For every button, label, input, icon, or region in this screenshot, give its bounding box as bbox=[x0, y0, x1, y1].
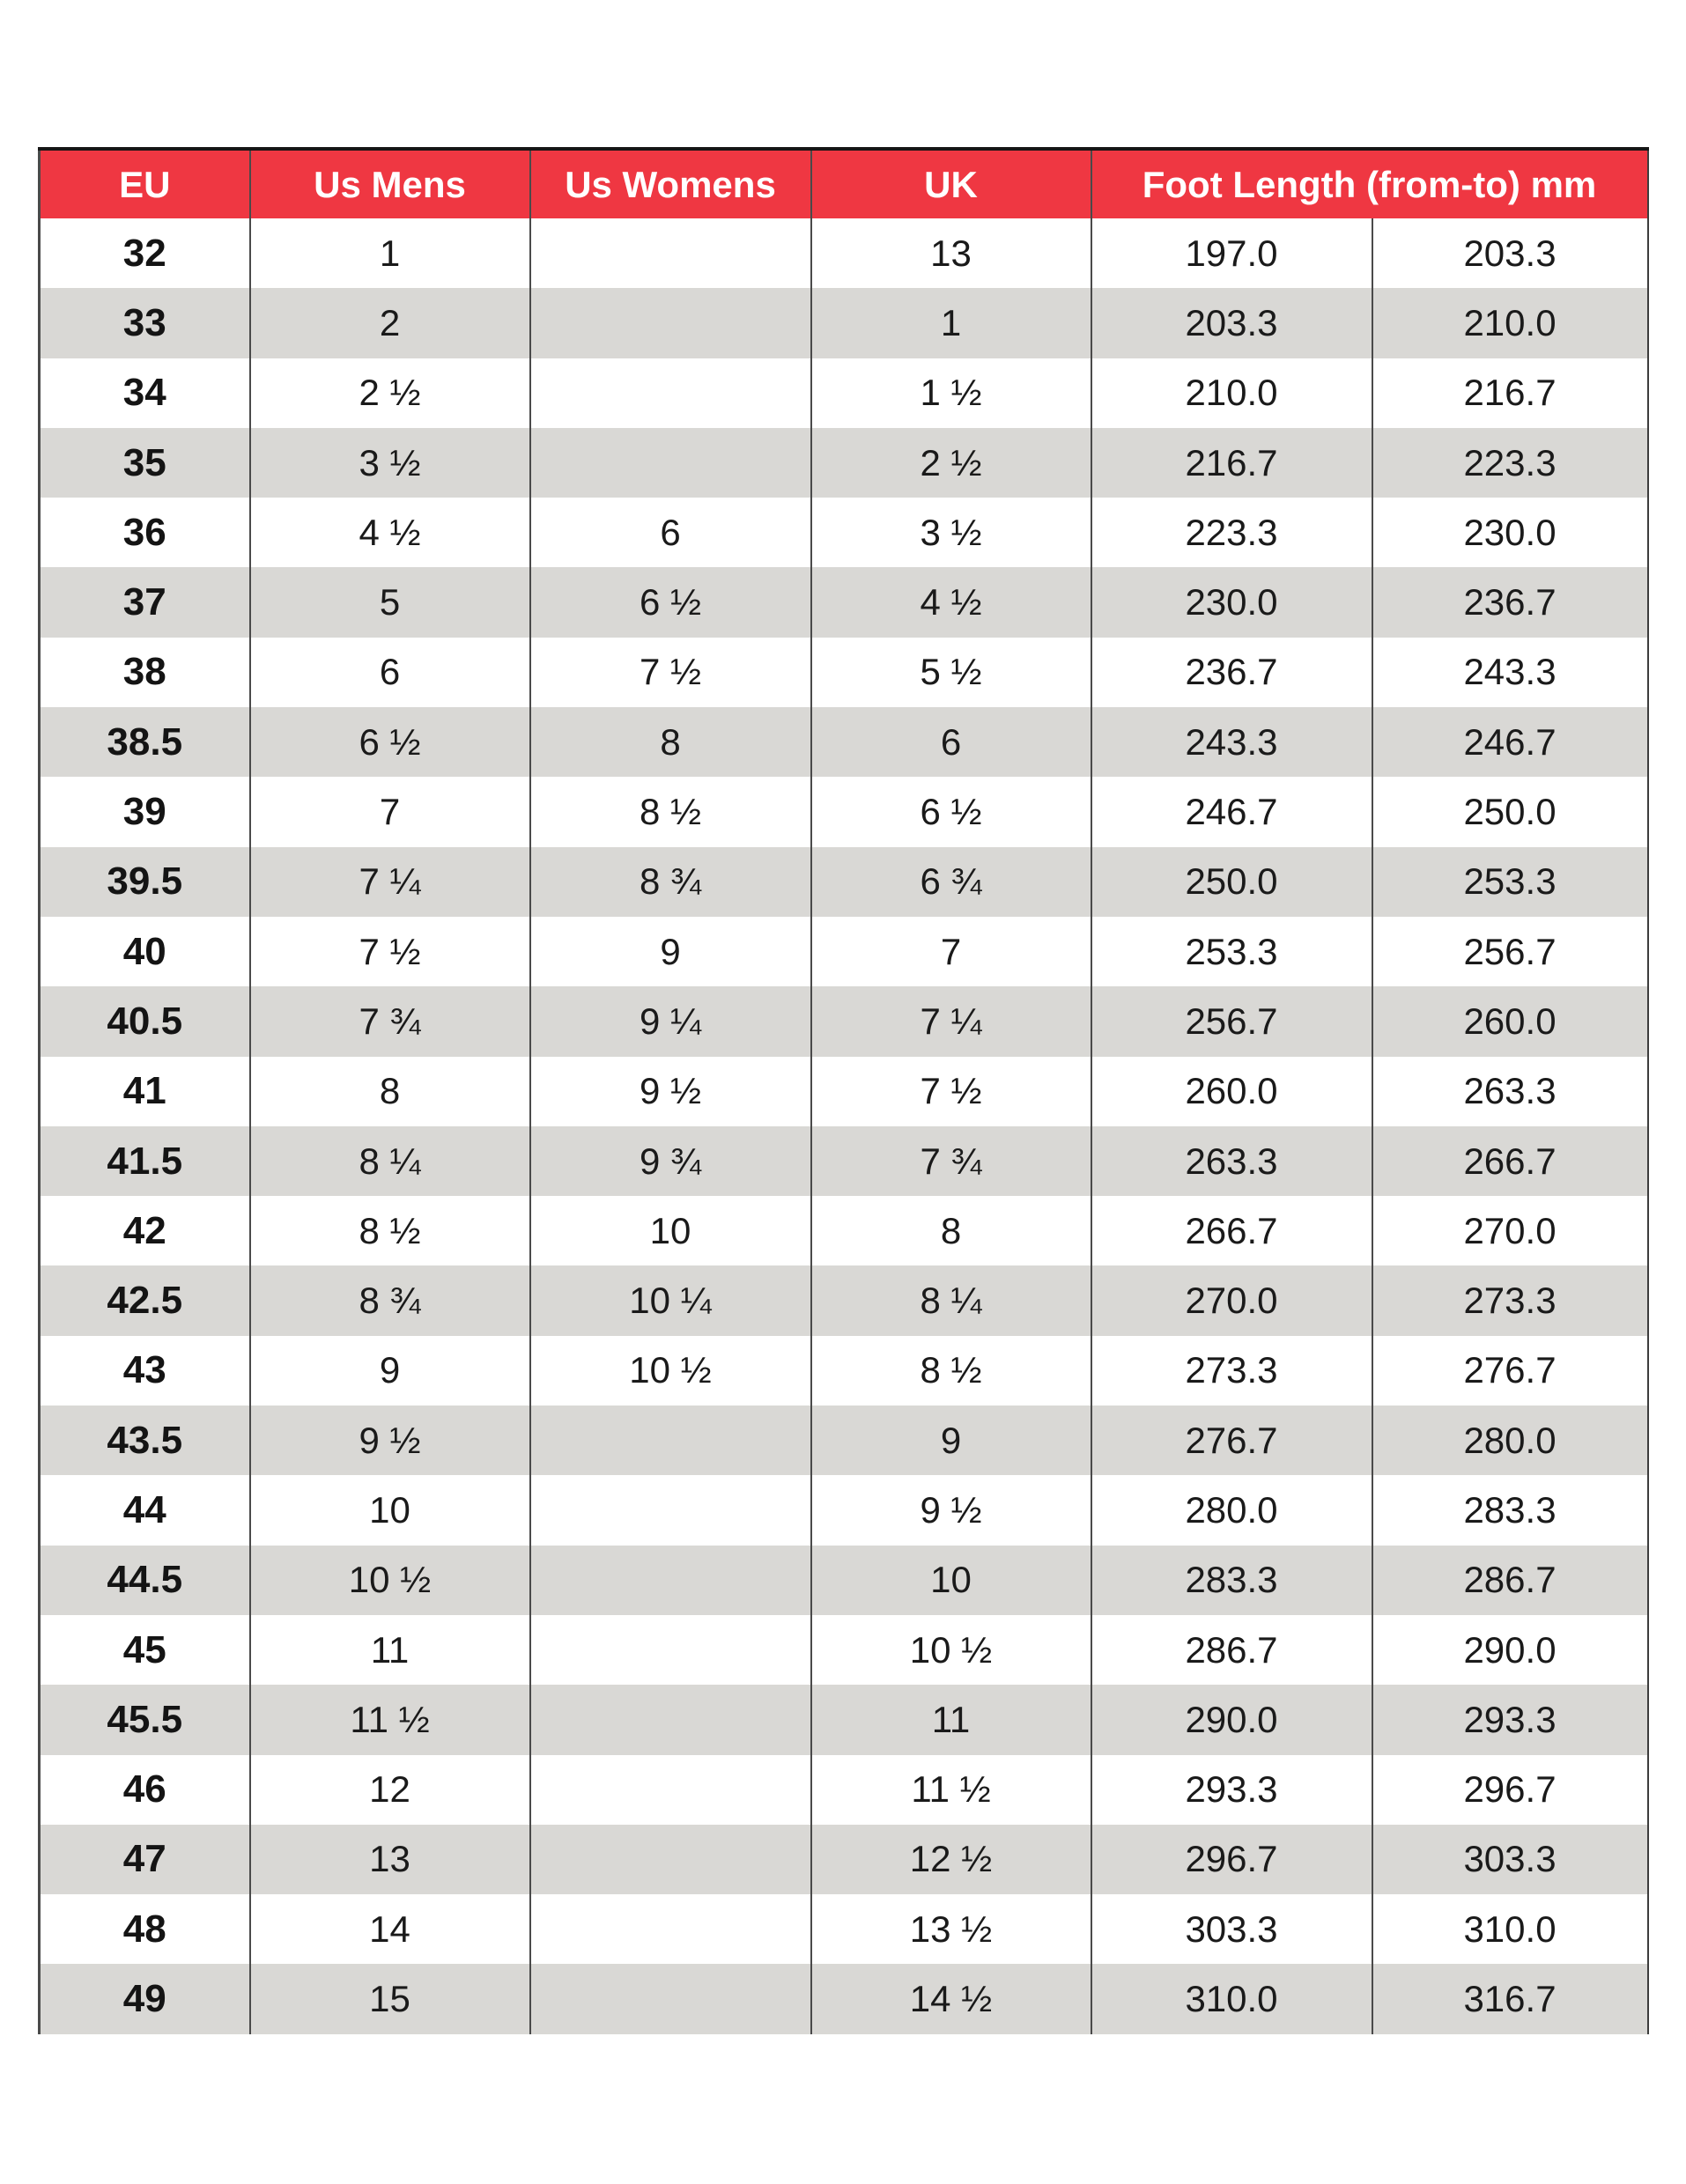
cell-us-womens bbox=[530, 218, 811, 288]
cell-foot-to: 260.0 bbox=[1372, 986, 1648, 1056]
cell-us-womens bbox=[530, 1406, 811, 1475]
cell-foot-to: 253.3 bbox=[1372, 847, 1648, 917]
cell-eu: 40.5 bbox=[40, 986, 250, 1056]
cell-us-mens: 6 bbox=[250, 638, 530, 707]
cell-foot-to: 256.7 bbox=[1372, 917, 1648, 986]
cell-us-mens: 9 ½ bbox=[250, 1406, 530, 1475]
cell-us-womens bbox=[530, 428, 811, 498]
cell-eu: 39 bbox=[40, 777, 250, 846]
cell-foot-from: 210.0 bbox=[1091, 358, 1372, 428]
cell-foot-to: 243.3 bbox=[1372, 638, 1648, 707]
cell-us-womens: 10 bbox=[530, 1196, 811, 1265]
cell-eu: 48 bbox=[40, 1894, 250, 1964]
cell-eu: 38 bbox=[40, 638, 250, 707]
table-row bbox=[40, 707, 1648, 777]
cell-foot-to: 263.3 bbox=[1372, 1057, 1648, 1126]
table-row bbox=[40, 1265, 1648, 1335]
cell-eu: 40 bbox=[40, 917, 250, 986]
cell-us-womens bbox=[530, 288, 811, 358]
cell-eu: 45.5 bbox=[40, 1685, 250, 1754]
cell-us-womens: 8 ½ bbox=[530, 777, 811, 846]
table-row bbox=[40, 218, 1648, 288]
cell-foot-from: 273.3 bbox=[1091, 1336, 1372, 1406]
cell-foot-to: 250.0 bbox=[1372, 777, 1648, 846]
cell-us-mens: 3 ½ bbox=[250, 428, 530, 498]
cell-uk: 13 ½ bbox=[811, 1894, 1091, 1964]
cell-foot-to: 316.7 bbox=[1372, 1964, 1648, 2033]
table-row bbox=[40, 1196, 1648, 1265]
cell-foot-from: 236.7 bbox=[1091, 638, 1372, 707]
cell-us-mens: 12 bbox=[250, 1755, 530, 1825]
cell-us-womens: 6 ½ bbox=[530, 567, 811, 637]
table-row bbox=[40, 1126, 1648, 1196]
cell-uk: 7 ¾ bbox=[811, 1126, 1091, 1196]
cell-foot-from: 243.3 bbox=[1091, 707, 1372, 777]
cell-foot-to: 216.7 bbox=[1372, 358, 1648, 428]
cell-foot-from: 280.0 bbox=[1091, 1475, 1372, 1545]
table-row bbox=[40, 567, 1648, 637]
cell-foot-from: 260.0 bbox=[1091, 1057, 1372, 1126]
cell-us-mens: 7 ¾ bbox=[250, 986, 530, 1056]
table-row bbox=[40, 1964, 1648, 2033]
cell-foot-to: 280.0 bbox=[1372, 1406, 1648, 1475]
shoe-size-conversion-table bbox=[38, 147, 1649, 2034]
table-row bbox=[40, 847, 1648, 917]
cell-us-womens: 8 ¾ bbox=[530, 847, 811, 917]
cell-eu: 36 bbox=[40, 498, 250, 567]
table-row bbox=[40, 1894, 1648, 1964]
cell-uk: 9 bbox=[811, 1406, 1091, 1475]
table-row bbox=[40, 1475, 1648, 1545]
cell-uk: 2 ½ bbox=[811, 428, 1091, 498]
cell-eu: 44.5 bbox=[40, 1546, 250, 1615]
cell-us-mens: 1 bbox=[250, 218, 530, 288]
cell-us-womens bbox=[530, 1964, 811, 2033]
table-row bbox=[40, 638, 1648, 707]
cell-us-mens: 11 ½ bbox=[250, 1685, 530, 1754]
table-row bbox=[40, 986, 1648, 1056]
cell-eu: 33 bbox=[40, 288, 250, 358]
col-header-us-womens: Us Womens bbox=[530, 149, 811, 218]
cell-uk: 4 ½ bbox=[811, 567, 1091, 637]
cell-uk: 10 bbox=[811, 1546, 1091, 1615]
cell-foot-to: 296.7 bbox=[1372, 1755, 1648, 1825]
cell-foot-to: 270.0 bbox=[1372, 1196, 1648, 1265]
cell-eu: 32 bbox=[40, 218, 250, 288]
cell-us-mens: 13 bbox=[250, 1825, 530, 1894]
cell-uk: 7 ½ bbox=[811, 1057, 1091, 1126]
cell-foot-to: 266.7 bbox=[1372, 1126, 1648, 1196]
cell-uk: 14 ½ bbox=[811, 1964, 1091, 2033]
cell-us-mens: 11 bbox=[250, 1615, 530, 1685]
cell-uk: 7 bbox=[811, 917, 1091, 986]
col-header-uk: UK bbox=[811, 149, 1091, 218]
cell-eu: 49 bbox=[40, 1964, 250, 2033]
table-row bbox=[40, 917, 1648, 986]
cell-us-womens bbox=[530, 358, 811, 428]
table-body bbox=[40, 218, 1648, 2034]
cell-uk: 7 ¼ bbox=[811, 986, 1091, 1056]
cell-uk: 11 bbox=[811, 1685, 1091, 1754]
cell-eu: 34 bbox=[40, 358, 250, 428]
cell-uk: 3 ½ bbox=[811, 498, 1091, 567]
cell-eu: 47 bbox=[40, 1825, 250, 1894]
cell-foot-from: 203.3 bbox=[1091, 288, 1372, 358]
cell-foot-from: 283.3 bbox=[1091, 1546, 1372, 1615]
cell-us-womens: 10 ¼ bbox=[530, 1265, 811, 1335]
cell-uk: 13 bbox=[811, 218, 1091, 288]
cell-foot-from: 197.0 bbox=[1091, 218, 1372, 288]
cell-uk: 6 ½ bbox=[811, 777, 1091, 846]
cell-us-mens: 8 ¼ bbox=[250, 1126, 530, 1196]
table-row bbox=[40, 288, 1648, 358]
cell-eu: 41.5 bbox=[40, 1126, 250, 1196]
cell-foot-from: 296.7 bbox=[1091, 1825, 1372, 1894]
cell-foot-to: 276.7 bbox=[1372, 1336, 1648, 1406]
cell-us-mens: 8 bbox=[250, 1057, 530, 1126]
cell-uk: 11 ½ bbox=[811, 1755, 1091, 1825]
cell-foot-from: 246.7 bbox=[1091, 777, 1372, 846]
cell-us-mens: 2 bbox=[250, 288, 530, 358]
cell-us-mens: 7 ¼ bbox=[250, 847, 530, 917]
cell-us-womens: 9 ¾ bbox=[530, 1126, 811, 1196]
cell-eu: 37 bbox=[40, 567, 250, 637]
cell-foot-from: 216.7 bbox=[1091, 428, 1372, 498]
table-row bbox=[40, 1057, 1648, 1126]
cell-us-mens: 15 bbox=[250, 1964, 530, 2033]
cell-us-womens bbox=[530, 1475, 811, 1545]
cell-foot-from: 310.0 bbox=[1091, 1964, 1372, 2033]
cell-us-mens: 14 bbox=[250, 1894, 530, 1964]
cell-us-womens bbox=[530, 1755, 811, 1825]
col-header-eu: EU bbox=[40, 149, 250, 218]
cell-uk: 1 bbox=[811, 288, 1091, 358]
cell-us-mens: 10 ½ bbox=[250, 1546, 530, 1615]
cell-us-mens: 10 bbox=[250, 1475, 530, 1545]
cell-us-womens bbox=[530, 1894, 811, 1964]
cell-us-womens: 9 ¼ bbox=[530, 986, 811, 1056]
table-row bbox=[40, 1615, 1648, 1685]
cell-foot-from: 286.7 bbox=[1091, 1615, 1372, 1685]
cell-foot-to: 236.7 bbox=[1372, 567, 1648, 637]
cell-eu: 38.5 bbox=[40, 707, 250, 777]
cell-foot-from: 266.7 bbox=[1091, 1196, 1372, 1265]
cell-foot-from: 263.3 bbox=[1091, 1126, 1372, 1196]
cell-foot-from: 230.0 bbox=[1091, 567, 1372, 637]
cell-eu: 43.5 bbox=[40, 1406, 250, 1475]
cell-us-womens: 9 bbox=[530, 917, 811, 986]
cell-us-mens: 7 ½ bbox=[250, 917, 530, 986]
table-row bbox=[40, 1685, 1648, 1754]
cell-us-mens: 4 ½ bbox=[250, 498, 530, 567]
cell-uk: 10 ½ bbox=[811, 1615, 1091, 1685]
cell-foot-to: 303.3 bbox=[1372, 1825, 1648, 1894]
cell-uk: 8 bbox=[811, 1196, 1091, 1265]
cell-us-mens: 5 bbox=[250, 567, 530, 637]
cell-us-womens bbox=[530, 1825, 811, 1894]
col-header-foot-length: Foot Length (from-to) mm bbox=[1091, 149, 1648, 218]
cell-us-womens bbox=[530, 1685, 811, 1754]
cell-foot-from: 256.7 bbox=[1091, 986, 1372, 1056]
cell-uk: 9 ½ bbox=[811, 1475, 1091, 1545]
cell-us-womens bbox=[530, 1546, 811, 1615]
cell-us-mens: 9 bbox=[250, 1336, 530, 1406]
cell-us-womens: 9 ½ bbox=[530, 1057, 811, 1126]
cell-foot-from: 276.7 bbox=[1091, 1406, 1372, 1475]
cell-uk: 6 ¾ bbox=[811, 847, 1091, 917]
cell-us-womens: 6 bbox=[530, 498, 811, 567]
cell-eu: 44 bbox=[40, 1475, 250, 1545]
cell-us-womens: 8 bbox=[530, 707, 811, 777]
cell-foot-from: 293.3 bbox=[1091, 1755, 1372, 1825]
cell-foot-to: 230.0 bbox=[1372, 498, 1648, 567]
cell-foot-from: 270.0 bbox=[1091, 1265, 1372, 1335]
table-row bbox=[40, 1406, 1648, 1475]
cell-eu: 39.5 bbox=[40, 847, 250, 917]
cell-uk: 8 ¼ bbox=[811, 1265, 1091, 1335]
cell-foot-to: 286.7 bbox=[1372, 1546, 1648, 1615]
cell-foot-from: 250.0 bbox=[1091, 847, 1372, 917]
table-row bbox=[40, 777, 1648, 846]
table-header bbox=[40, 149, 1648, 218]
cell-uk: 6 bbox=[811, 707, 1091, 777]
cell-foot-to: 203.3 bbox=[1372, 218, 1648, 288]
cell-us-mens: 8 ¾ bbox=[250, 1265, 530, 1335]
cell-eu: 41 bbox=[40, 1057, 250, 1126]
cell-eu: 43 bbox=[40, 1336, 250, 1406]
cell-uk: 12 ½ bbox=[811, 1825, 1091, 1894]
cell-eu: 42 bbox=[40, 1196, 250, 1265]
cell-uk: 8 ½ bbox=[811, 1336, 1091, 1406]
cell-us-womens: 7 ½ bbox=[530, 638, 811, 707]
cell-foot-from: 223.3 bbox=[1091, 498, 1372, 567]
header-row bbox=[40, 149, 1648, 218]
cell-uk: 1 ½ bbox=[811, 358, 1091, 428]
cell-foot-from: 253.3 bbox=[1091, 917, 1372, 986]
cell-foot-to: 290.0 bbox=[1372, 1615, 1648, 1685]
cell-foot-to: 210.0 bbox=[1372, 288, 1648, 358]
table-row bbox=[40, 1825, 1648, 1894]
table-row bbox=[40, 1755, 1648, 1825]
table-row bbox=[40, 498, 1648, 567]
cell-us-mens: 7 bbox=[250, 777, 530, 846]
table-row bbox=[40, 1336, 1648, 1406]
cell-us-mens: 8 ½ bbox=[250, 1196, 530, 1265]
cell-foot-to: 310.0 bbox=[1372, 1894, 1648, 1964]
table-row bbox=[40, 1546, 1648, 1615]
cell-uk: 5 ½ bbox=[811, 638, 1091, 707]
table-row bbox=[40, 358, 1648, 428]
cell-foot-to: 223.3 bbox=[1372, 428, 1648, 498]
col-header-us-mens: Us Mens bbox=[250, 149, 530, 218]
cell-eu: 45 bbox=[40, 1615, 250, 1685]
table-row bbox=[40, 428, 1648, 498]
cell-foot-to: 293.3 bbox=[1372, 1685, 1648, 1754]
cell-eu: 35 bbox=[40, 428, 250, 498]
cell-eu: 46 bbox=[40, 1755, 250, 1825]
cell-us-womens bbox=[530, 1615, 811, 1685]
cell-us-mens: 2 ½ bbox=[250, 358, 530, 428]
cell-us-mens: 6 ½ bbox=[250, 707, 530, 777]
cell-foot-from: 290.0 bbox=[1091, 1685, 1372, 1754]
cell-eu: 42.5 bbox=[40, 1265, 250, 1335]
cell-foot-to: 273.3 bbox=[1372, 1265, 1648, 1335]
cell-foot-from: 303.3 bbox=[1091, 1894, 1372, 1964]
cell-foot-to: 246.7 bbox=[1372, 707, 1648, 777]
cell-us-womens: 10 ½ bbox=[530, 1336, 811, 1406]
cell-foot-to: 283.3 bbox=[1372, 1475, 1648, 1545]
